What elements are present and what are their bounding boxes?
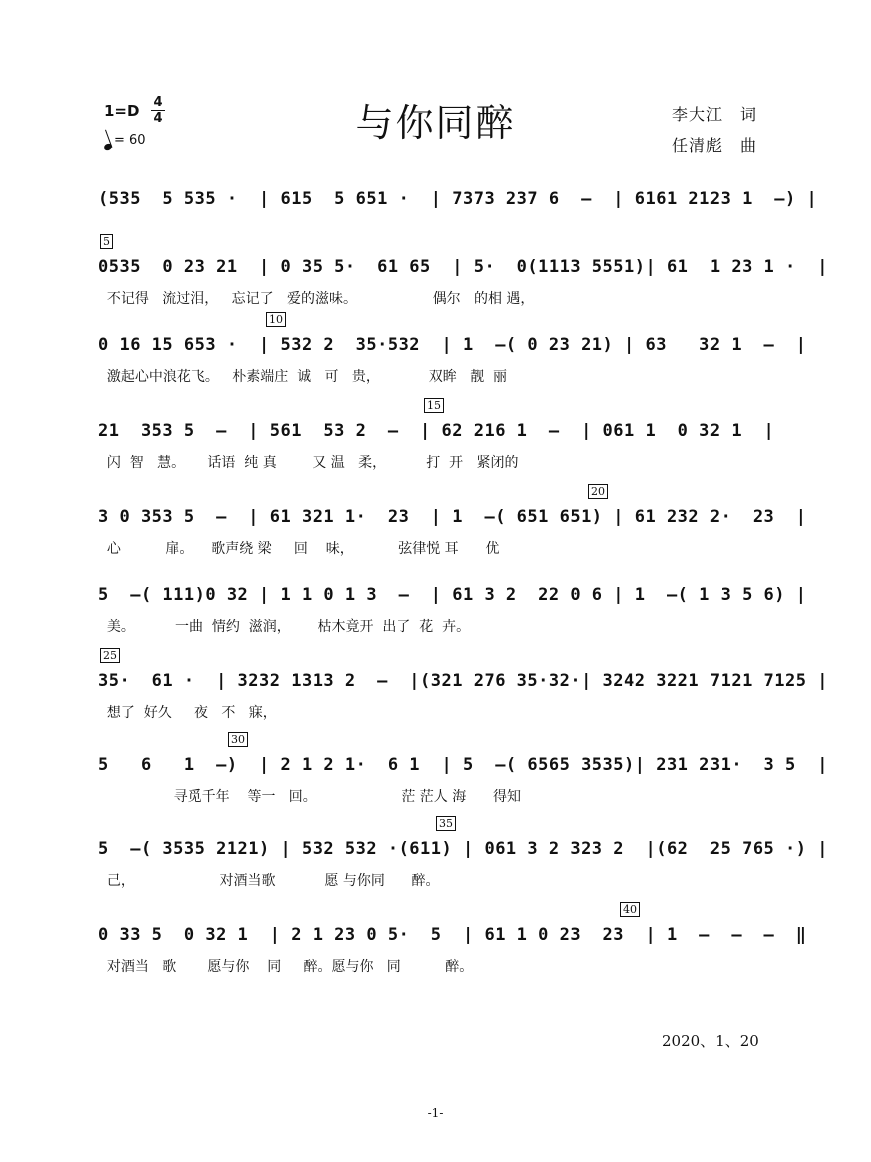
notation-line: 5 6 1 —) | 2 1 2 1· 6 1 | 5 —( 6565 3535)| 231 231· 3 5 | [98,755,828,775]
notation-line: 21 353 5 — | 561 53 2 — | 62 216 1 — | 061 1 0 32 1 | [98,421,775,441]
measure-number: 40 [620,902,640,917]
score-system [98,817,828,928]
measure-number: 35 [436,816,456,831]
score-system [98,582,807,674]
lyric-line: 闪 智 慧。 话语 纯 真 又 温 柔， 打 开 紧闭的 [98,455,519,471]
key-signature: 1=D [104,102,140,120]
lyricist-credit: 李大江 词 [672,105,758,124]
lyric-line: 美。 一曲 情约 滋润， 枯木竟开 出了 花 卉。 [98,619,471,635]
notation-line: 35· 61 · | 3232 1313 2 — |(321 276 35·32·| 3242 3221 7121 7125 | [98,671,828,691]
measure-number: 10 [266,312,286,327]
measure-number: 5 [100,234,113,249]
time-denominator: 4 [153,111,163,126]
notation-line: 5 —( 3535 2121) | 532 532 ·(611) | 061 3 2 323 2 |(62 25 765 ·) | [98,839,828,859]
page-number: -1- [427,1106,444,1120]
lyric-line: 心 扉。 歌声绕 梁 回 味， 弦律悦 耳 优 [98,541,500,557]
notation-line: 3 0 353 5 — | 61 321 1· 23 | 1 —( 651 651) | 61 232 2· 23 | [98,507,807,527]
notation-line: 5 —( 111)0 32 | 1 1 0 1 3 — | 61 3 2 22 0 6 | 1 —( 1 3 5 6) | [98,585,807,605]
measure-number: 20 [588,484,608,499]
measure-number: 25 [100,648,120,663]
score-system [98,649,828,760]
score-system [98,399,778,510]
score-system [98,903,807,1014]
notation-line: 0535 0 23 21 | 0 35 5· 61 65 | 5· 0(1113 5551)| 61 1 23 1 · | [98,257,828,277]
composer-credit: 任清彪 曲 [672,136,758,155]
song-title: 与你同醉 [355,101,516,145]
time-numerator: 4 [153,95,163,110]
notation-line: (535 5 535 · | 615 5 651 · | 7373 237 6 — | 6161 2123 1 —) | [98,189,818,209]
measure-number: 30 [228,732,248,747]
tempo-value: = 60 [114,133,146,148]
composition-date: 2020、1、20 [662,1032,759,1050]
lyric-line: 寻觅千年 等一 回。 茫 茫人 海 得知 [98,789,521,805]
lyric-line: 己， 对酒当歌 愿 与你同 醉。 [98,873,440,889]
lyric-line: 不记得 流过泪， 忘记了 爱的滋味。 偶尔 的相 遇， [98,291,535,307]
notation-line: 0 33 5 0 32 1 | 2 1 23 0 5· 5 | 61 1 0 23 23 | 1 — — — ‖ [98,925,807,945]
lyric-line: 对酒当 歌 愿与你 同 醉。愿与你 同 醉。 [98,959,474,975]
lyric-line: 激起心中浪花飞。 朴素端庄 诚 可 贵， 双眸 靓 丽 [98,369,508,385]
lyric-line [98,220,778,242]
notation-line: 0 16 15 653 · | 532 2 35·532 | 1 —( 0 23 21) | 63 32 1 — | [98,335,807,355]
lyric-line: 想了 好久 夜 不 寐， [98,705,277,721]
measure-number: 15 [424,398,444,413]
